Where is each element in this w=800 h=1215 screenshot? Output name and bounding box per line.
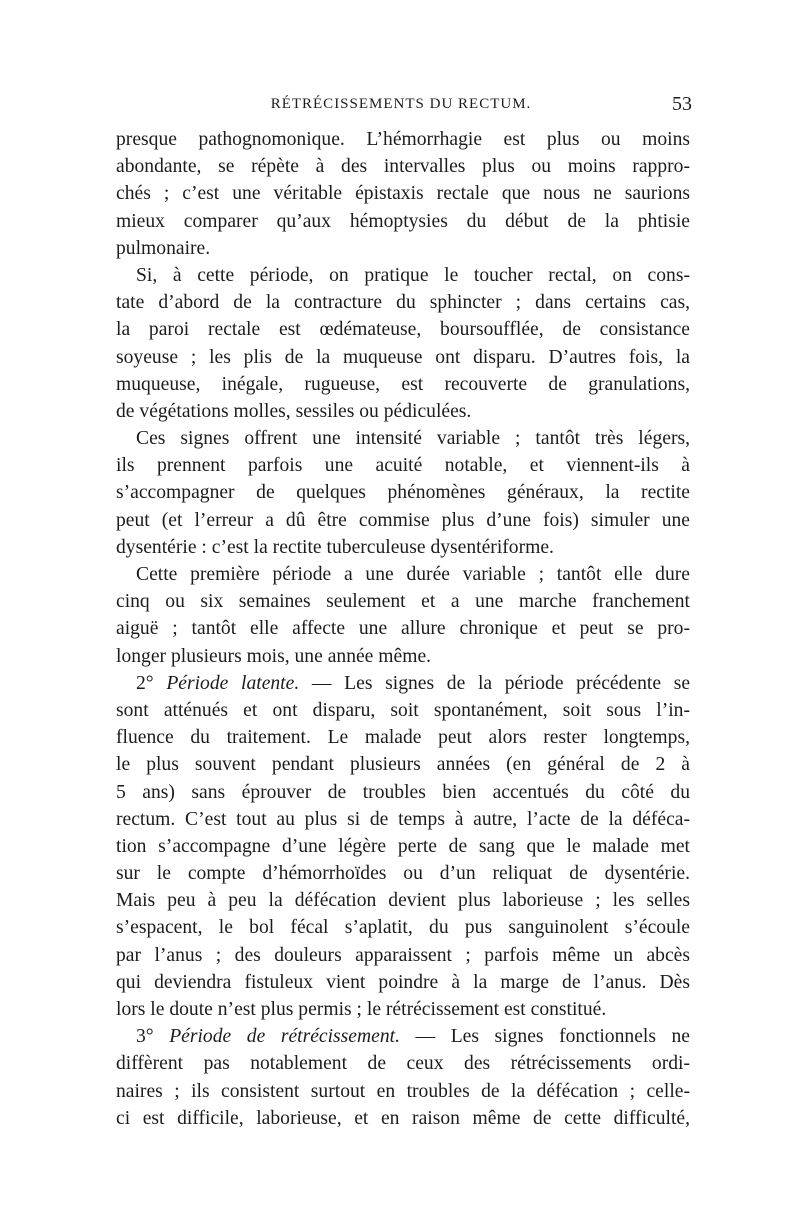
body-text	[116, 126, 690, 1132]
text-line: longer plusieurs mois, une année même.	[116, 645, 432, 667]
text-line: tate d’abord de la contracture du sphincter ; dans certains cas,	[116, 292, 690, 314]
text-line: Si, à cette période, on pratique le toucher rectal, on cons-	[136, 264, 690, 286]
section-number: 2°	[136, 672, 167, 694]
section-title: Période latente.	[166, 672, 300, 694]
text-line: peut (et l’erreur a dû être commise plus d’une fois) simuler une	[116, 509, 690, 531]
text-line: cinq ou six semaines seulement et a une marche franchement	[116, 591, 690, 613]
section-title: Période de rétrécissement.	[169, 1026, 400, 1048]
text-line: tion s’accompagne d’une légère perte de sang que le malade met	[116, 835, 690, 857]
section-text: — Les signes de la période précédente se	[299, 672, 691, 694]
text-line: lors le doute n’est plus permis ; le rétrécissement est constitué.	[116, 999, 607, 1020]
text-line: mieux comparer qu’aux hémoptysies du début de la phtisie	[116, 210, 690, 232]
text-line: soyeuse ; les plis de la muqueuse ont disparu. D’autres fois, la	[116, 346, 690, 368]
text-line: par l’anus ; des douleurs apparaissent ; parfois même un abcès	[116, 944, 690, 966]
text-line: chés ; c’est une véritable épistaxis rectale que nous ne saurions	[116, 183, 690, 205]
text-line: sur le compte d’hémorrhoïdes ou d’un reliquat de dysentérie.	[116, 863, 690, 885]
running-title: RÉTRÉCISSEMENTS DU RECTUM.	[270, 96, 532, 112]
text-line: ils prennent parfois une acuité notable, et viennent-ils à	[116, 455, 690, 477]
text-line: la paroi rectale est œdémateuse, boursoufflée, de consistance	[116, 319, 690, 341]
text-line: s’espacent, le bol fécal s’aplatit, du pus sanguinolent s’écoule	[116, 917, 690, 939]
page-number: 53	[672, 93, 692, 115]
text-line: naires ; ils consistent surtout en troubles de la défécation ; celle-	[116, 1080, 690, 1102]
text-line: s’accompagner de quelques phénomènes généraux, la rectite	[116, 482, 690, 504]
text-line: 5 ans) sans éprouver de troubles bien accentués du côté du	[116, 781, 690, 803]
page-header	[116, 93, 692, 124]
text-line: fluence du traitement. Le malade peut alors rester longtemps,	[116, 727, 690, 749]
text-line: Ces signes offrent une intensité variable ; tantôt très légers,	[136, 428, 690, 450]
text-line: pulmonaire.	[116, 237, 211, 259]
text-line: rectum. C’est tout au plus si de temps à autre, l’acte de la déféca-	[116, 808, 690, 830]
text-line: diffèrent pas notablement de ceux des rétrécissements ordi-	[116, 1053, 690, 1075]
text-line: Mais peu à peu la défécation devient plus laborieuse ; les selles	[116, 890, 690, 912]
text-line: aiguë ; tantôt elle affecte une allure chronique et peut se pro-	[116, 618, 690, 640]
section-number: 3°	[136, 1026, 170, 1048]
text-line: presque pathognomonique. L’hémorrhagie est plus ou moins	[116, 129, 690, 150]
text-line: Cette première période a une durée variable ; tantôt elle dure	[136, 564, 690, 585]
text-line: ci est difficile, laborieuse, et en raison même de cette difficulté,	[116, 1107, 690, 1129]
text-line: qui deviendra fistuleux vient poindre à la marge de l’anus. Dès	[116, 971, 690, 993]
text-line: le plus souvent pendant plusieurs années (en général de 2 à	[116, 754, 690, 776]
text-line: dysentérie : c’est la rectite tuberculeuse dysentériforme.	[116, 536, 554, 558]
text-line: de végétations molles, sessiles ou pédiculées.	[116, 400, 472, 422]
section-heading-line	[116, 670, 690, 697]
section-text: — Les signes fonctionnels ne	[400, 1026, 691, 1048]
text-line: abondante, se répète à des intervalles plus ou moins rappro-	[116, 156, 690, 178]
text-line: muqueuse, inégale, rugueuse, est recouverte de granulations,	[116, 373, 690, 395]
text-line: sont atténués et ont disparu, soit spontanément, soit sous l’in-	[116, 699, 690, 721]
section-heading-line	[116, 1023, 690, 1050]
